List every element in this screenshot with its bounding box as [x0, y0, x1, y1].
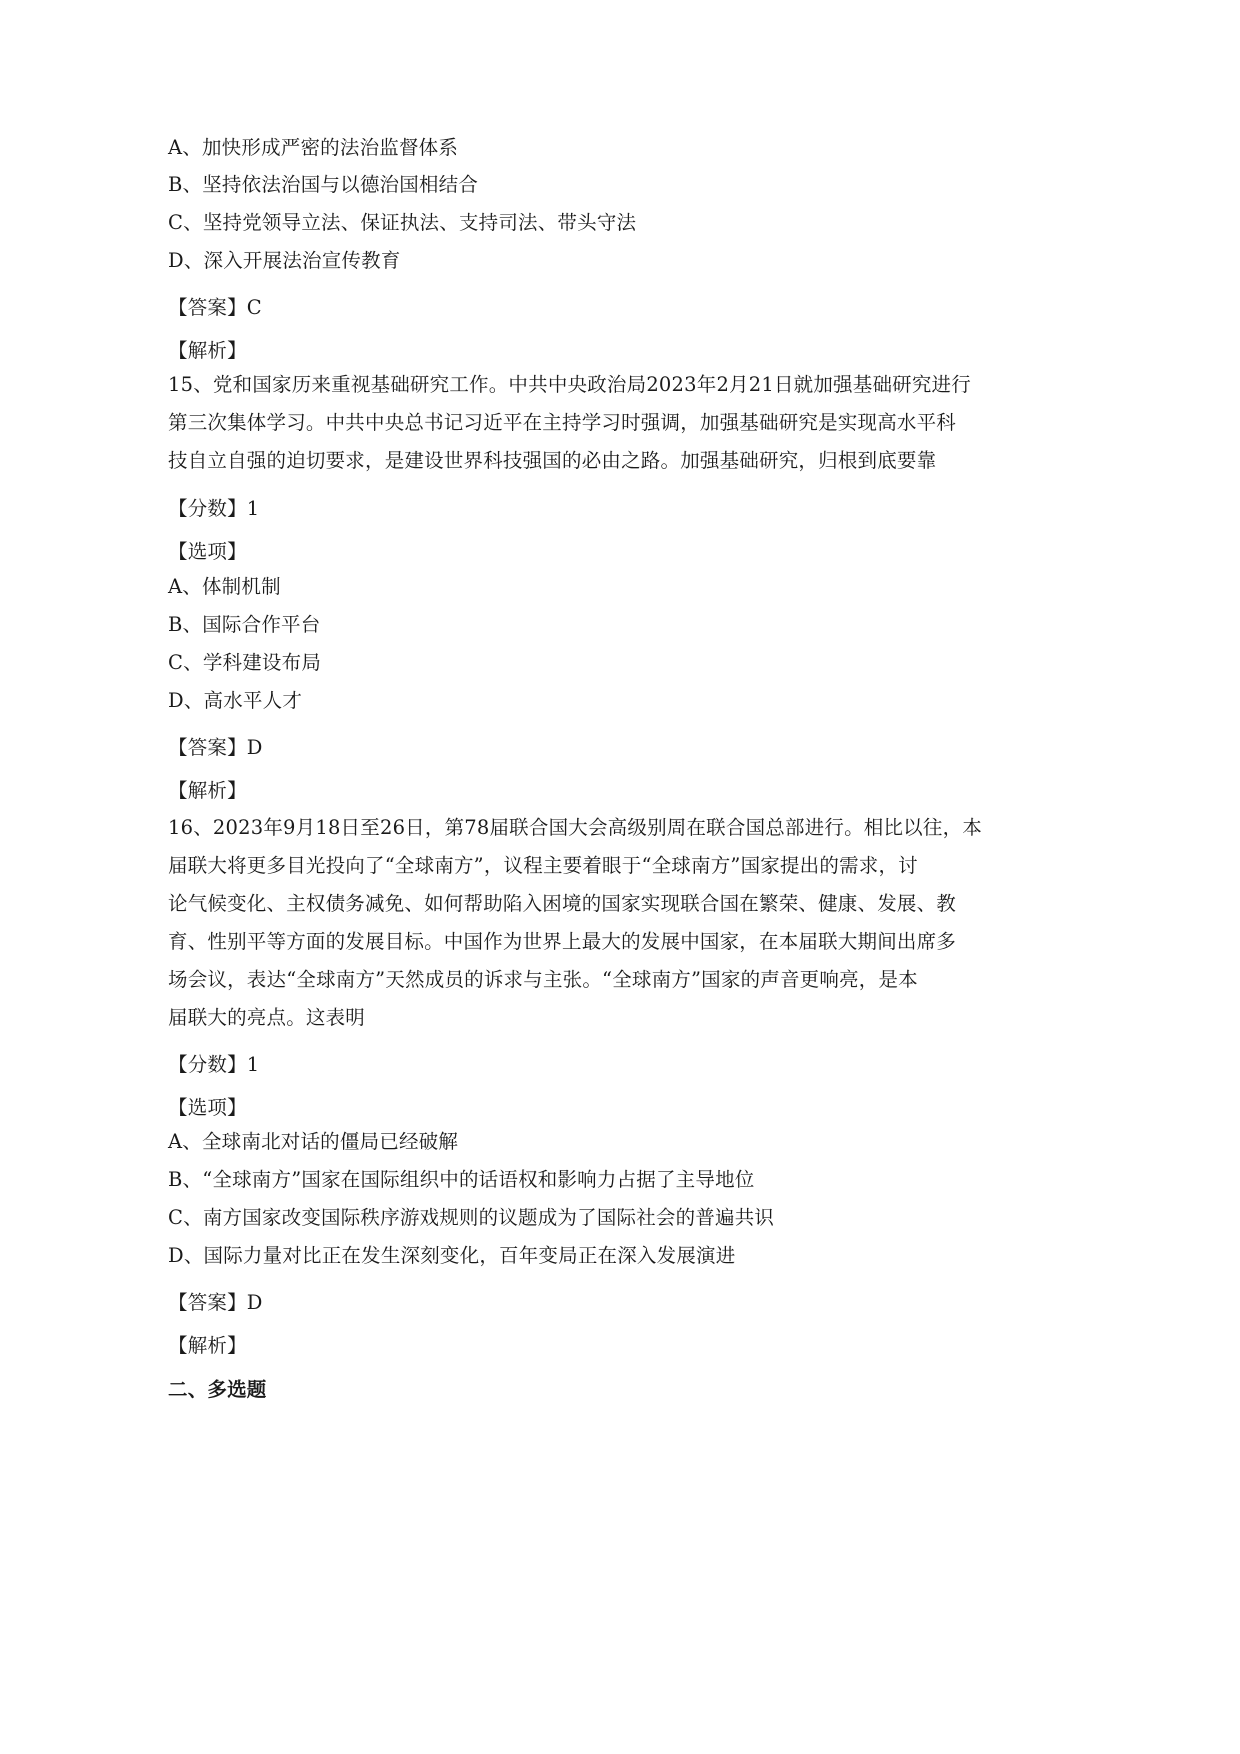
section-heading: 二、多选题 [168, 1378, 267, 1401]
q16-stem-line: 论气候变化、主权债务减免、如何帮助陷入困境的国家实现联合国在繁荣、健康、发展、教 [168, 892, 957, 915]
q14-option-b: B、坚持依法治国与以德治国相结合 [168, 173, 479, 196]
q16-option-a: A、全球南北对话的僵局已经破解 [168, 1130, 459, 1153]
q16-option-b: B、“全球南方”国家在国际组织中的话语权和影响力占据了主导地位 [168, 1168, 755, 1191]
q16-options-label: 【选项】 [168, 1096, 247, 1119]
q16-stem-line: 届联大将更多目光投向了“全球南方”，议程主要着眼于“全球南方”国家提出的需求，讨 [168, 854, 918, 877]
q16-score: 【分数】1 [168, 1053, 260, 1076]
q15-option-a: A、体制机制 [168, 575, 281, 598]
q16-option-c: C、南方国家改变国际秩序游戏规则的议题成为了国际社会的普遍共识 [168, 1206, 775, 1229]
q15-stem-line: 第三次集体学习。中共中央总书记习近平在主持学习时强调，加强基础研究是实现高水平科 [168, 411, 957, 434]
q14-option-a: A、加快形成严密的法治监督体系 [168, 136, 459, 159]
q16-stem-line: 场会议，表达“全球南方”天然成员的诉求与主张。“全球南方”国家的声音更响亮，是本 [168, 968, 918, 991]
q15-stem-line: 15、党和国家历来重视基础研究工作。中共中央政治局2023年2月21日就加强基础研究进行 [168, 373, 971, 396]
q15-answer: 【答案】D [168, 736, 263, 759]
q16-stem-line: 育、性别平等方面的发展目标。中国作为世界上最大的发展中国家，在本届联大期间出席多 [168, 930, 957, 953]
q15-option-b: B、国际合作平台 [168, 613, 321, 636]
q14-answer: 【答案】C [168, 296, 262, 319]
q15-analysis: 【解析】 [168, 779, 247, 802]
q16-stem-line: 16、2023年9月18日至26日，第78届联合国大会高级别周在联合国总部进行。相比以往，本 [168, 816, 982, 839]
q14-option-c: C、坚持党领导立法、保证执法、支持司法、带头守法 [168, 211, 637, 234]
q16-option-d: D、国际力量对比正在发生深刻变化，百年变局正在深入发展演进 [168, 1244, 736, 1267]
q15-stem-line: 技自立自强的迫切要求，是建设世界科技强国的必由之路。加强基础研究，归根到底要靠 [168, 449, 937, 472]
q16-answer: 【答案】D [168, 1291, 263, 1314]
q15-option-c: C、学科建设布局 [168, 651, 322, 674]
q15-options-label: 【选项】 [168, 540, 247, 563]
q16-analysis: 【解析】 [168, 1334, 247, 1357]
q15-score: 【分数】1 [168, 497, 260, 520]
q15-option-d: D、高水平人才 [168, 689, 303, 712]
q16-stem-line: 届联大的亮点。这表明 [168, 1006, 366, 1029]
q14-option-d: D、深入开展法治宣传教育 [168, 249, 401, 272]
q14-analysis: 【解析】 [168, 339, 247, 362]
